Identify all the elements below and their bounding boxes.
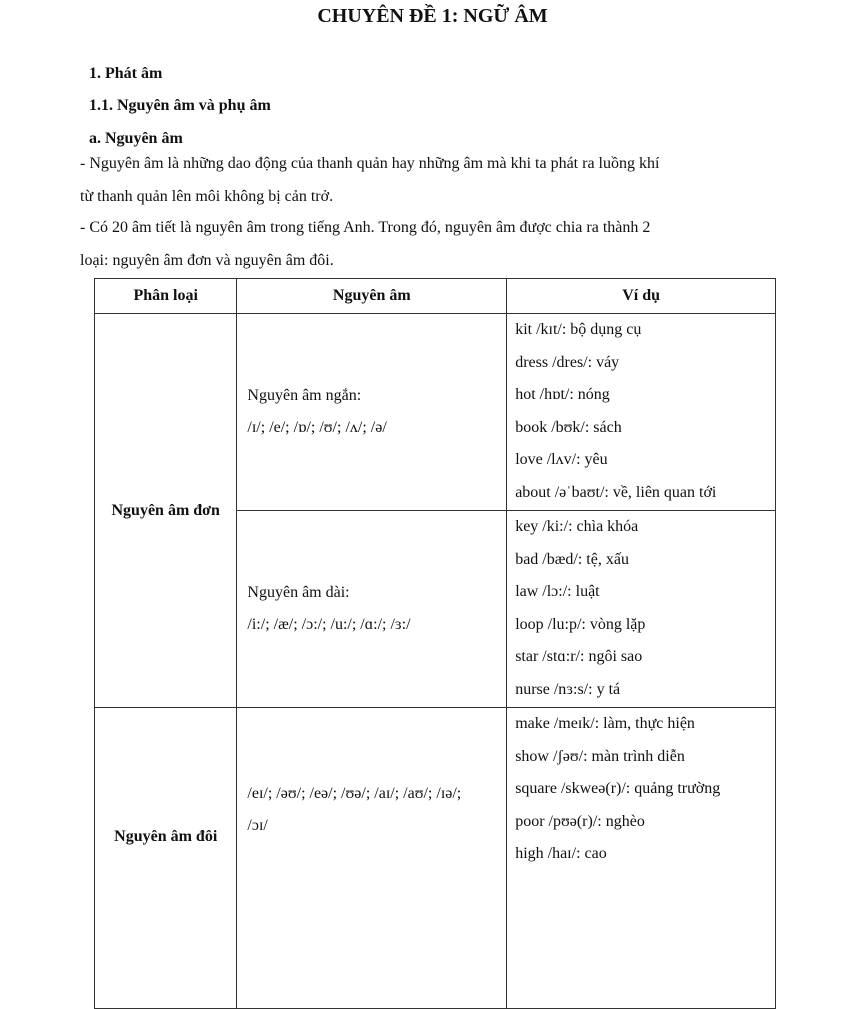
paragraph-line: từ thanh quản lên môi không bị cản trở. bbox=[80, 187, 334, 205]
example-item: poor /pʊə(r)/: nghèo bbox=[515, 812, 645, 830]
example-item: about /əˈbaʊt/: về, liên quan tới bbox=[515, 483, 717, 501]
category-cell: Nguyên âm đôi bbox=[95, 708, 237, 1009]
header-vowel: Nguyên âm bbox=[237, 279, 507, 314]
example-item: law /lɔ:/: luật bbox=[515, 583, 600, 601]
paragraph-line: - Nguyên âm là những dao động của thanh quản hay những âm mà khi ta phát ra luồng khí bbox=[80, 155, 660, 172]
table-row bbox=[95, 314, 776, 511]
vowel-cell bbox=[237, 708, 507, 1009]
vowel-label: Nguyên âm dài: bbox=[247, 584, 350, 601]
example-item: bad /bæd/: tệ, xấu bbox=[515, 550, 629, 568]
example-item: dress /dres/: váy bbox=[515, 353, 620, 371]
paragraph-line: - Có 20 âm tiết là nguyên âm trong tiếng Anh. Trong đó, nguyên âm được chia ra thành 2 bbox=[80, 219, 651, 236]
vowel-symbols: /ɔɪ/ bbox=[247, 817, 268, 834]
table-header-row bbox=[95, 279, 776, 314]
vowel-symbols: /i:/; /æ/; /ɔ:/; /u:/; /ɑ:/; /ɜ:/ bbox=[247, 616, 411, 633]
example-item: book /bʊk/: sách bbox=[515, 418, 622, 436]
category-cell: Nguyên âm đơn bbox=[95, 314, 237, 708]
vowel-cell bbox=[237, 511, 507, 708]
example-item: star /stɑ:r/: ngôi sao bbox=[515, 648, 643, 666]
example-item: love /lʌv/: yêu bbox=[515, 451, 608, 469]
table-row bbox=[95, 708, 776, 1009]
vowel-cell bbox=[237, 314, 507, 511]
example-item: key /ki:/: chìa khóa bbox=[515, 518, 639, 535]
header-example: Ví dụ bbox=[507, 279, 776, 314]
heading-nguyen-am-phu-am: 1.1. Nguyên âm và phụ âm bbox=[89, 97, 271, 114]
paragraph-line: loại: nguyên âm đơn và nguyên âm đôi. bbox=[80, 251, 334, 269]
example-item: make /meɪk/: làm, thực hiện bbox=[515, 715, 695, 732]
example-item: high /haɪ/: cao bbox=[515, 845, 607, 863]
document-title: CHUYÊN ĐỀ 1: NGỮ ÂM bbox=[317, 5, 548, 27]
example-item: square /skweə(r)/: quảng trường bbox=[515, 780, 721, 798]
vowel-label: Nguyên âm ngắn: bbox=[247, 387, 362, 404]
example-item: nurse /nɜ:s/: y tá bbox=[515, 680, 621, 698]
paragraph-definition bbox=[80, 148, 780, 213]
example-cell bbox=[507, 314, 776, 511]
vowel-symbols: /ɪ/; /e/; /ɒ/; /ʊ/; /ʌ/; /ə/ bbox=[247, 419, 387, 436]
heading-nguyen-am: a. Nguyên âm bbox=[89, 130, 183, 147]
example-item: hot /hɒt/: nóng bbox=[515, 386, 610, 404]
vowel-table bbox=[94, 278, 776, 1009]
example-item: loop /lu:p/: vòng lặp bbox=[515, 615, 646, 633]
example-cell bbox=[507, 511, 776, 708]
example-cell bbox=[507, 708, 776, 1009]
vowel-symbols: /eɪ/; /əʊ/; /eə/; /ʊə/; /aɪ/; /aʊ/; /ɪə/; bbox=[247, 785, 462, 802]
heading-phat-am: 1. Phát âm bbox=[89, 65, 163, 82]
example-item: kit /kɪt/: bộ dụng cụ bbox=[515, 321, 642, 338]
paragraph-count bbox=[80, 212, 780, 277]
example-item: show /ʃəʊ/: màn trình diễn bbox=[515, 747, 685, 765]
header-category: Phân loại bbox=[95, 279, 237, 314]
